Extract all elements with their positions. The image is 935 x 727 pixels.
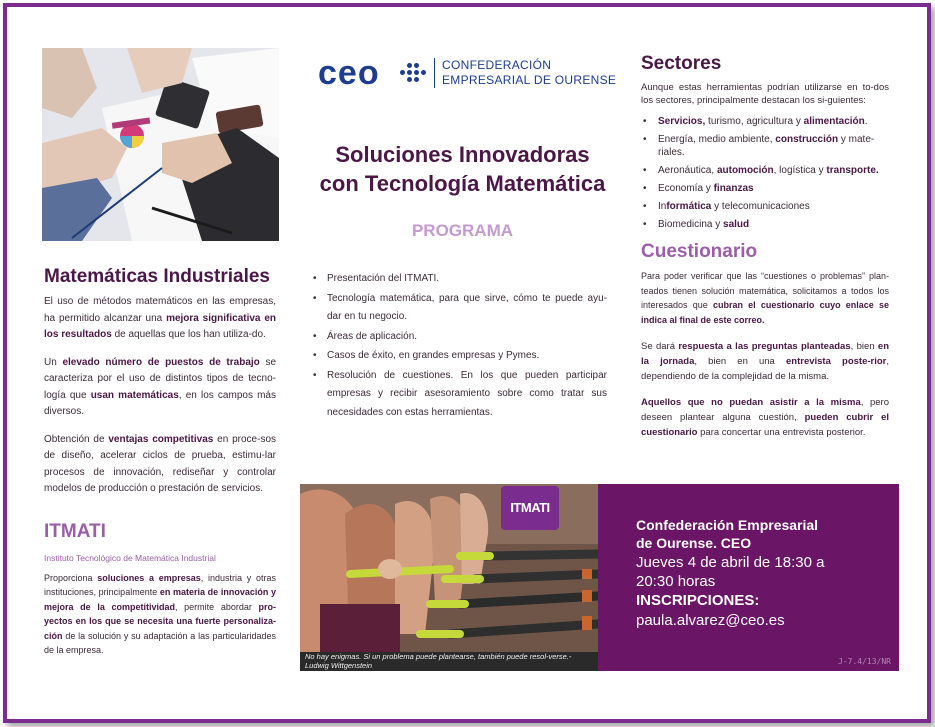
section-title-itmati: ITMATI <box>44 520 106 542</box>
text: se caracteriza por el uso de distintos tipos de tecno-logía que <box>44 356 277 401</box>
paragraph-aquellos <box>641 395 889 440</box>
text: para concertar una entrevista posterior. <box>697 427 866 438</box>
org-line2: de Ourense. CEO <box>636 535 752 551</box>
list-item: • Resolución de cuestiones. En los que pueden participar empresas y recibir asesoramiento sobre como tratar sus necesidades con estas herramientas. <box>313 367 607 423</box>
paragraph-metodos <box>44 294 276 344</box>
date-line1: Jueves 4 de abril de 18:30 a <box>636 554 825 571</box>
bold-text: usan matemáticas <box>90 389 179 401</box>
section-title-sectores: Sectores <box>641 53 722 74</box>
text: , dependiendo de la complejidad de la misma. <box>641 356 890 382</box>
bold-text: respuesta a las preguntas planteadas <box>678 341 851 352</box>
left-column <box>44 266 276 658</box>
org-name <box>636 516 891 552</box>
text: en proce-sos de diseño, acelerar ciclos de prueba, estimu-lar procesos de innovación, rediseñar y controlar modelos de producción o prestación de servicios. <box>44 433 277 494</box>
bold-text: transporte. <box>826 165 879 176</box>
text: , bien <box>850 341 878 352</box>
right-column <box>641 53 889 440</box>
text: turismo, agricultura y <box>705 116 804 127</box>
title-line1: Soluciones Innovadoras <box>335 142 590 167</box>
text: , pero deseen plantear alguna cuestión, <box>641 397 889 423</box>
text: Economía y <box>658 183 714 194</box>
bold-text: soluciones a empresas <box>97 572 201 583</box>
text: Un <box>44 356 63 368</box>
bold-text: mejora significativa en los resultados <box>44 312 276 340</box>
section-title-matematicas: Matemáticas Industriales <box>44 266 270 287</box>
sectores-intro: Aunque estas herramientas podrían utilizarse en to-dos los sectores, principalmente destacan los si-guientes: <box>641 82 889 106</box>
text: , logística y <box>773 165 827 176</box>
programa-title: PROGRAMA <box>411 221 514 240</box>
bold-text: en la jornada <box>641 341 890 367</box>
list-item: • Presentación del ITMATI. <box>313 270 607 289</box>
list-item <box>641 115 889 128</box>
text: de la solución y su adaptación a las particularidades de la empresa. <box>44 630 276 655</box>
business-meeting-photo <box>42 48 279 241</box>
main-title <box>300 140 625 198</box>
contact-email-link[interactable]: paula.alvarez@ceo.es <box>636 612 785 629</box>
title-line2: con Tecnología Matemática <box>319 171 606 196</box>
logo-dots-icon <box>400 62 428 84</box>
text: , en los campos más diversos. <box>44 389 276 417</box>
bold-text: elevado número de puestos de trabajo <box>62 356 260 368</box>
bold-text: ventajas competitivas <box>108 433 214 445</box>
itmati-subtitle: Instituto Tecnológico de Matemática Industrial <box>44 552 216 563</box>
date-line2: 20:30 horas <box>636 573 716 590</box>
logo-name-line2: EMPRESARIAL DE OURENSE <box>442 73 617 87</box>
text: y mate-riales. <box>658 134 875 158</box>
text: El uso de métodos matemáticos en las empresas, ha permitido alcanzar una <box>44 296 276 324</box>
itmati-badge: ITMATI <box>501 486 559 530</box>
list-item <box>641 182 889 195</box>
event-info-box <box>598 484 899 671</box>
bold-text: Aquellos que no puedan asistir a la misma <box>641 397 861 408</box>
bold-text: finanzas <box>713 183 754 194</box>
text: y telecomunicaciones <box>711 201 810 212</box>
paragraph-empleo <box>44 355 276 421</box>
bold-text: formática <box>666 201 712 212</box>
list-item: • Áreas de aplicación. <box>313 328 607 347</box>
text: Energía, medio ambiente, <box>658 134 776 145</box>
ceo-logo <box>318 56 618 90</box>
list-item: • Tecnología matemática, para que sirve, cómo te puede ayu-dar en tu negocio. <box>313 290 607 327</box>
text: Para poder verificar que las “cuestiones o problemas” plan-teados tienen solución matemática, solicitamos a todos los interesados que <box>641 271 889 310</box>
logo-name-line1: CONFEDERACIÓN <box>442 58 552 72</box>
text: Obtención de <box>44 433 109 445</box>
list-item <box>641 164 889 177</box>
bold-text: pueden cubrir el cuestionario <box>641 412 890 438</box>
text: Biomedicina y <box>658 219 724 230</box>
bold-text: Servicios, <box>658 116 706 127</box>
bold-text: alimentación <box>803 116 865 127</box>
inscripciones-label: INSCRIPCIONES: <box>636 592 760 609</box>
logo-wordmark: ceo <box>318 54 380 92</box>
text: , permite abordar <box>175 601 259 612</box>
business-meeting-illustration <box>42 48 279 241</box>
reference-code: J-7.4/13/NR <box>838 657 891 666</box>
event-date <box>636 553 891 591</box>
bold-text: construcción <box>775 134 839 145</box>
bold-text: cubran el cuestionario cuyo enlace se indica al final de este correo. <box>641 300 890 325</box>
bold-text: pro-yectos en los que se necesita una fuerte personaliza-ción <box>44 601 276 641</box>
bold-text: entrevista poste-rior <box>786 356 887 367</box>
bold-text: en materia de innovación y mejora de la competitividad <box>44 587 276 612</box>
list-item <box>641 133 889 159</box>
section-title-cuestionario: Cuestionario <box>641 241 758 262</box>
text: de aquellas que los han utiliza-do. <box>111 329 266 340</box>
bold-text: automoción <box>716 165 774 176</box>
list-item <box>641 200 889 213</box>
programa-list <box>313 270 607 423</box>
bold-text: salud <box>723 219 750 230</box>
text: , industria y otras instituciones, principalmente <box>44 572 276 597</box>
paragraph-itmati <box>44 571 276 658</box>
paragraph-cuestionario <box>641 269 889 327</box>
paragraph-ventajas <box>44 432 276 498</box>
logo-name <box>442 58 616 88</box>
list-item: • Casos de éxito, en grandes empresas y Pymes. <box>313 347 607 366</box>
logo-separator <box>434 58 435 88</box>
paragraph-respuesta <box>641 339 889 384</box>
text: In <box>658 201 667 212</box>
event-info-text <box>636 516 891 631</box>
text: . <box>864 116 868 127</box>
text: Proporciona <box>44 572 98 583</box>
text: Se dará <box>641 341 679 352</box>
text: , bien en una <box>694 356 786 367</box>
org-line1: Confederación Empresarial <box>636 517 819 533</box>
text: Aeronáutica, <box>658 165 717 176</box>
sectores-list <box>641 115 889 231</box>
photo-caption: No hay enigmas. Si un problema puede plantearse, también puede resol-verse.- Ludwig Wittgenstein <box>300 652 598 671</box>
list-item <box>641 218 889 231</box>
